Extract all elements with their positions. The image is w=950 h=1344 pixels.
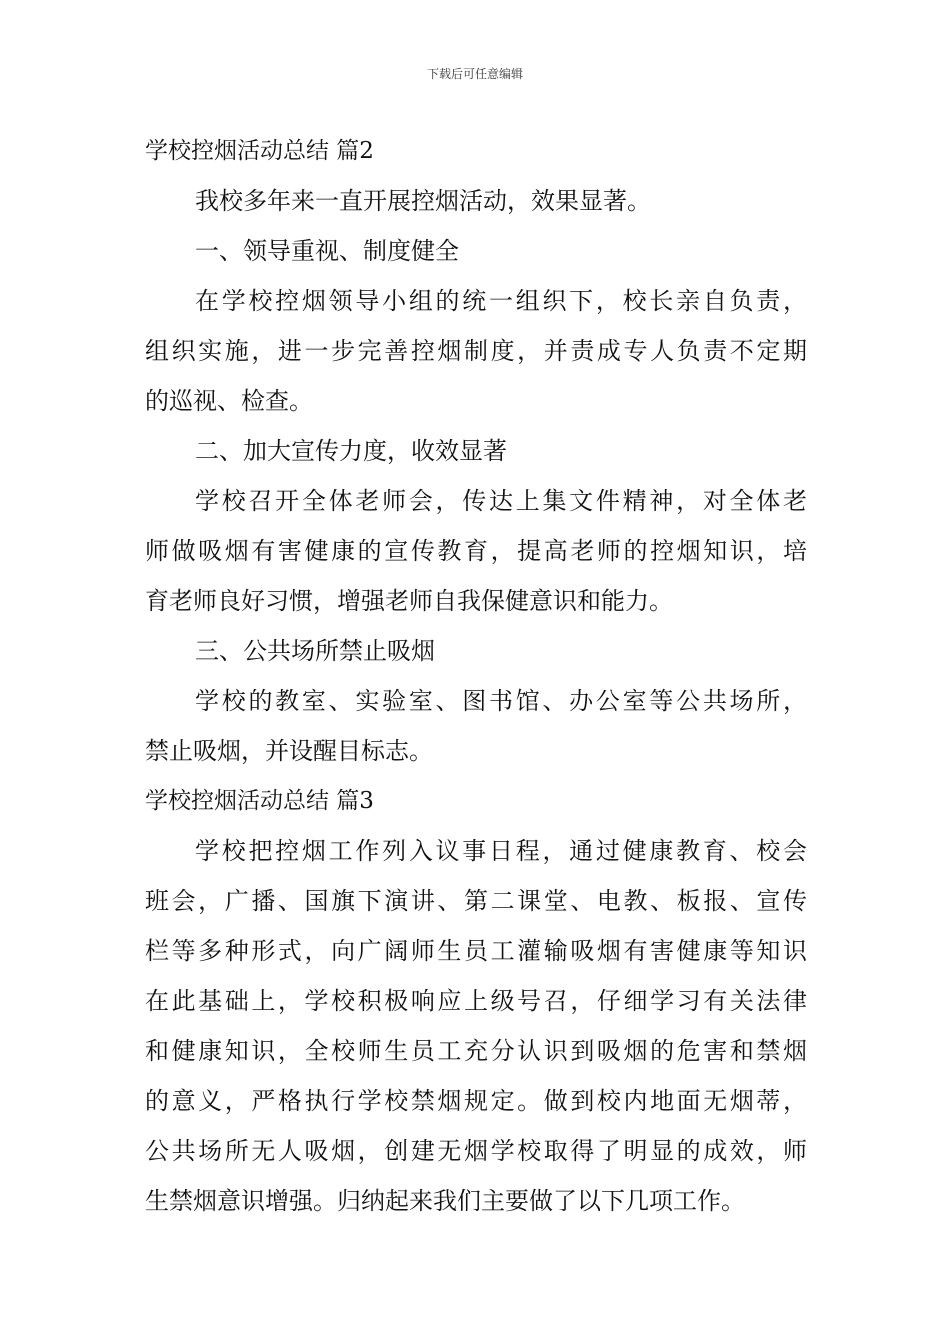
paragraph-line: 在此基础上，学校积极响应上级号召，仔细学习有关法律 [145, 987, 807, 1015]
paragraph-line: 班会，广播、国旗下演讲、第二课堂、电教、板报、宣传 [145, 887, 807, 915]
section-heading-2: 学校控烟活动总结 篇2 [145, 138, 374, 164]
subsection-title-3: 三、公共场所禁止吸烟 [195, 637, 435, 665]
paragraph-line: 公共场所无人吸烟，创建无烟学校取得了明显的成效，师 [145, 1137, 807, 1165]
intro-paragraph: 我校多年来一直开展控烟活动，效果显著。 [195, 187, 651, 215]
paragraph-line: 学校的教室、实验室、图书馆、办公室等公共场所， [195, 687, 807, 715]
paragraph-line: 生禁烟意识增强。归纳起来我们主要做了以下几项工作。 [145, 1187, 745, 1215]
paragraph-line: 在学校控烟领导小组的统一组织下，校长亲自负责， [195, 287, 807, 315]
section-heading-3: 学校控烟活动总结 篇3 [145, 788, 374, 814]
paragraph-line: 组织实施，进一步完善控烟制度，并责成专人负责不定期 [145, 337, 807, 365]
document-body [145, 126, 807, 1226]
paragraph-line: 的巡视、检查。 [145, 387, 313, 415]
paragraph-line: 的意义，严格执行学校禁烟规定。做到校内地面无烟蒂， [145, 1087, 807, 1115]
paragraph-line: 育老师良好习惯，增强老师自我保健意识和能力。 [145, 587, 673, 615]
header-note: 下载后可任意编辑 [426, 67, 523, 81]
subsection-title-2: 二、加大宣传力度，收效显著 [195, 437, 507, 465]
paragraph-line: 和健康知识，全校师生员工充分认识到吸烟的危害和禁烟 [145, 1037, 807, 1065]
paragraph-line: 学校召开全体老师会，传达上集文件精神，对全体老 [195, 487, 807, 515]
paragraph-line: 师做吸烟有害健康的宣传教育，提高老师的控烟知识，培 [145, 537, 807, 565]
paragraph-line: 栏等多种形式，向广阔师生员工灌输吸烟有害健康等知识 [145, 937, 807, 965]
paragraph-line: 学校把控烟工作列入议事日程，通过健康教育、校会 [195, 837, 807, 865]
subsection-title-1: 一、领导重视、制度健全 [195, 237, 459, 265]
paragraph-line: 禁止吸烟，并设醒目标志。 [145, 737, 433, 765]
